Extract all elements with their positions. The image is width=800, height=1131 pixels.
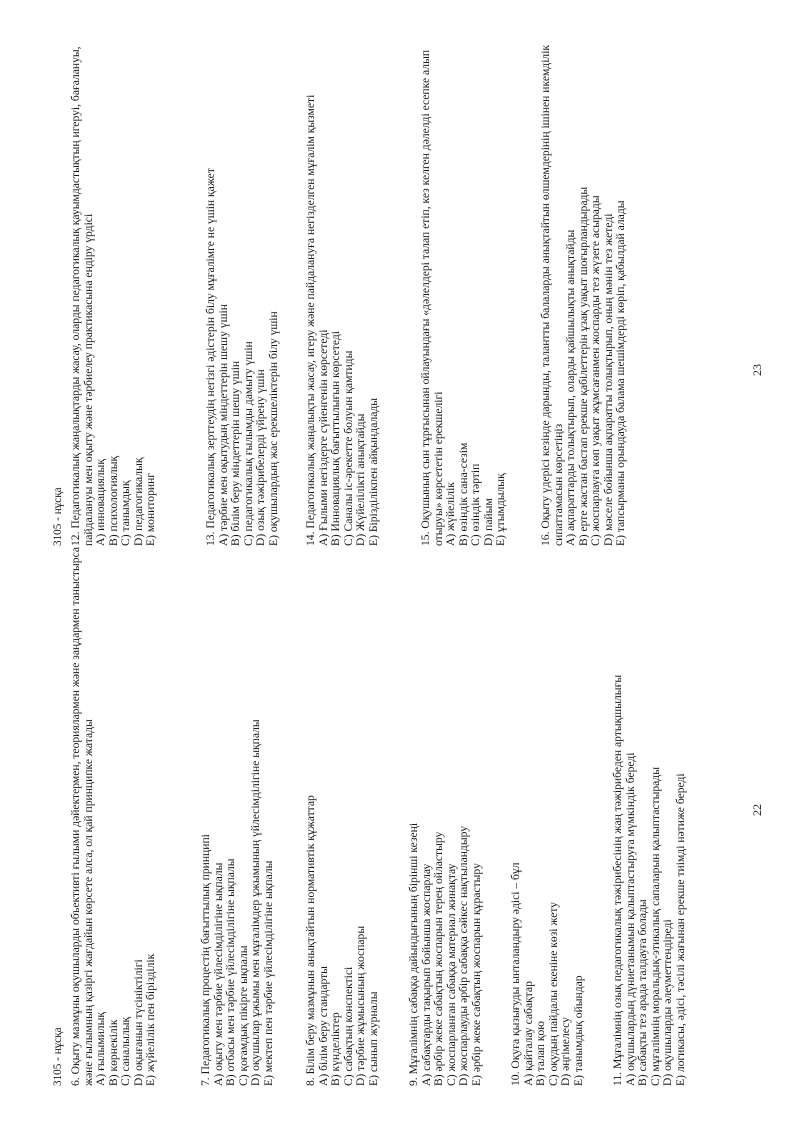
question-12: [70, 6, 158, 546]
question-15: [420, 6, 508, 546]
option-a: A) оқыту мен тәрбие үйлесімділігіне ықпалы: [211, 862, 225, 1086]
option-b: B) әрбір жеке сабақтың жоспарын терең ойластыру: [432, 831, 445, 1086]
option-c: C) оқудың пайдалы екеніне көзі жету: [546, 901, 560, 1086]
option-e: E) мектеп пен тәрбие үйлесімділігіне ықпалы: [261, 860, 275, 1086]
option-d: D) оқушылар ұжымы мен мұғалімдер ұжымының үйлесімділігіне ықпалы: [249, 719, 262, 1086]
question-7: [200, 546, 275, 1086]
question-6: [70, 546, 158, 1086]
question-text: 12. Педагогикалық жаңалықтарды жасау, оларды педагогикалық қауымдастықтың игеруі, бағалануы, пайдалануы мен оқыту және тәрбиелеу практикасына ендіру үрдісі: [69, 46, 95, 546]
right-column: [0, 6, 800, 546]
question-text: 13. Педагогикалық зерттеудің негізгі әдістерін білу мұғалімге не үшін қажет: [204, 168, 217, 546]
option-b: B) талап қою: [534, 1021, 547, 1086]
question-text: 11. Мұғалімнің озық педагогикалық тәжірибесінің жаң тәжірибеден артықшылығы: [611, 674, 624, 1086]
option-e: E) логикасы, әдісі, тәсілі жағынан ерекше тиімді нәтиже береді: [673, 773, 687, 1086]
right-page-header: 3105 - нұсқа: [52, 487, 64, 546]
page-number: 23: [750, 364, 764, 376]
option-a: A) Ғылыми негіздерге сүйенгенін көрсетеді: [316, 329, 330, 546]
option-b: B) ерте жастан бастап ерекше қабілеттерін ұзақ уақыт шоғырландырады: [576, 186, 590, 546]
option-b: B) психологиялық: [106, 455, 120, 546]
option-c: C) танымдық: [119, 480, 132, 546]
question-9: [408, 546, 483, 1086]
question-text: 10. Оқуға қызығуды ынталандыру әдісі – бұл: [509, 862, 522, 1086]
option-b: B) көрнекілік: [106, 1019, 120, 1086]
left-column: [0, 546, 800, 1086]
question-text: 15. Оқушының сын тұрғысынан ойлауындағы «дәлелдері талап етіп, кез келген дәлелді есепке алып отыруы» көрсететін ерекшелігі: [419, 49, 445, 546]
question-text: 7. Педагогикалық процестің бағыттылық принципі: [199, 834, 212, 1086]
option-e: E) танымдық ойындар: [571, 975, 585, 1086]
option-a: A) оқушылардың дүниетанымын қалыптастыруға мүмкіндік береді: [623, 752, 637, 1086]
option-e: E) жүйелілік пен бірізділік: [144, 953, 157, 1086]
option-c: C) Саналы іс-әрекетте болуын қамтиды: [341, 350, 355, 546]
option-d: D) жоспарлауды әрбір сабаққа сәйкес нақтыландыру: [457, 825, 470, 1086]
option-b: B) сабақты тез арада талдауға болады: [636, 899, 649, 1086]
option-b: B) өзіндік сана-сезім: [456, 442, 470, 546]
question-13: [205, 6, 280, 546]
question-8: [305, 546, 380, 1086]
left-page-header: 3105 - нұсқа: [52, 1027, 64, 1086]
option-d: D) озық тәжірибелерді үйрену үшін: [254, 369, 267, 546]
option-a: A) инновациялық: [94, 459, 107, 546]
option-e: E) Бірізділікпен айқындалады: [366, 397, 380, 546]
option-d: D) педагогикалық: [131, 457, 145, 546]
option-c: C) саналылық: [119, 1016, 132, 1086]
option-d: D) мәселе бойынша ақпаратты толықтырып, оның мәнін тез жетеді: [601, 213, 615, 546]
option-a: A) ғылымилық: [94, 1011, 107, 1086]
option-e: E) ұтымдылық: [494, 473, 507, 546]
option-d: D) тәрбие жұмысының жоспары: [354, 925, 367, 1086]
option-e: E) мониторинг: [144, 472, 157, 546]
option-c: C) мұғалімнің моральдық-этикалық сапаларын қалыптастырады: [648, 767, 662, 1086]
option-b: B) Инновациялық бағыттылығын көрсетеді: [329, 331, 342, 546]
option-c: C) жоспарланған сабаққа материал жинақтау: [444, 863, 458, 1086]
option-d: D) әңгімелесу: [559, 1017, 572, 1086]
option-e: E) сынып журналы: [366, 991, 380, 1086]
option-a: A) білім беру стандарты: [316, 966, 330, 1086]
option-a: A) ақпараттарды толықтырып, оларды қайшылықты анықтайды: [564, 229, 577, 546]
question-11: [612, 546, 687, 1086]
option-a: A) тәрбие мен оқытудың міндеттерін шешу үшін: [216, 304, 230, 546]
option-a: A) қайталау сабақтар: [521, 981, 535, 1086]
option-d: D) оқушыларды әлеуметтендіреді: [661, 919, 674, 1086]
option-e: E) тапсырманы орындауда балама шешімдерді көріп, қабылдай алады: [614, 200, 627, 546]
question-text: 16. Оқыту үдерісі кезінде дарынды, талантты балаларды анықтайтын өлшемдерінің ішінен икемділік сипаттамасын көрсетіңіз: [539, 44, 565, 546]
question-text: 8. Білім беру мазмұнын анықтайтын нормативтік құжаттар: [304, 795, 317, 1086]
question-14: [305, 6, 380, 546]
option-d: D) оқығанын түсініктілігі: [131, 959, 145, 1086]
option-b: B) отбасы мен тәрбие үйлесімділігіне ықпалы: [224, 858, 237, 1086]
option-d: D) Жүйелілікті анықтайды: [354, 413, 367, 546]
option-b: B) білім беру міндеттерін шешу үшін: [229, 360, 242, 546]
question-16: [540, 6, 628, 546]
option-c: C) қоғамдық пікірге ықпалы: [236, 945, 250, 1086]
option-a: A) жүйелілік: [444, 482, 457, 546]
option-d: D) пайым: [481, 498, 495, 546]
option-c: C) жоспарлауға көп уақыт жұмсағанмен жоспарды тез жүзеге асырады: [589, 195, 602, 546]
option-a: A) сабақтарды тақырып бойынша жоспарлау: [419, 863, 433, 1086]
page-number: 22: [750, 804, 764, 816]
option-c: C) сабақтың конспектісі: [341, 966, 355, 1086]
option-e: E) әрбір жеке сабақтың жоспарын құрастыру: [469, 863, 483, 1086]
option-c: C) педагогикалық ғылымды дамыту үшін: [241, 341, 255, 546]
question-10: [510, 546, 585, 1086]
option-e: E) оқушылардың жас ерекшеліктерін білу үшін: [266, 311, 280, 546]
option-b: B) күнделіктер: [329, 1012, 342, 1086]
question-text: 9. Мұғалімнің сабаққа дайындығының бірінші кезеңі: [407, 822, 420, 1086]
question-text: 14. Педагогикалық жаңалықты жасау, игеру және пайдалануға негізделген мұғалім қызметі: [304, 94, 317, 546]
question-text: 6. Оқыту мазмұны оқушыларды объективті ғылыми дәйектермен, теориялармен және заңдармен таныстырса және ғылымның қазіргі жағдайын көрсете алса, ол қай принципке жатады: [69, 546, 95, 1086]
option-c: C) өзіндік тәртіп: [469, 463, 482, 546]
